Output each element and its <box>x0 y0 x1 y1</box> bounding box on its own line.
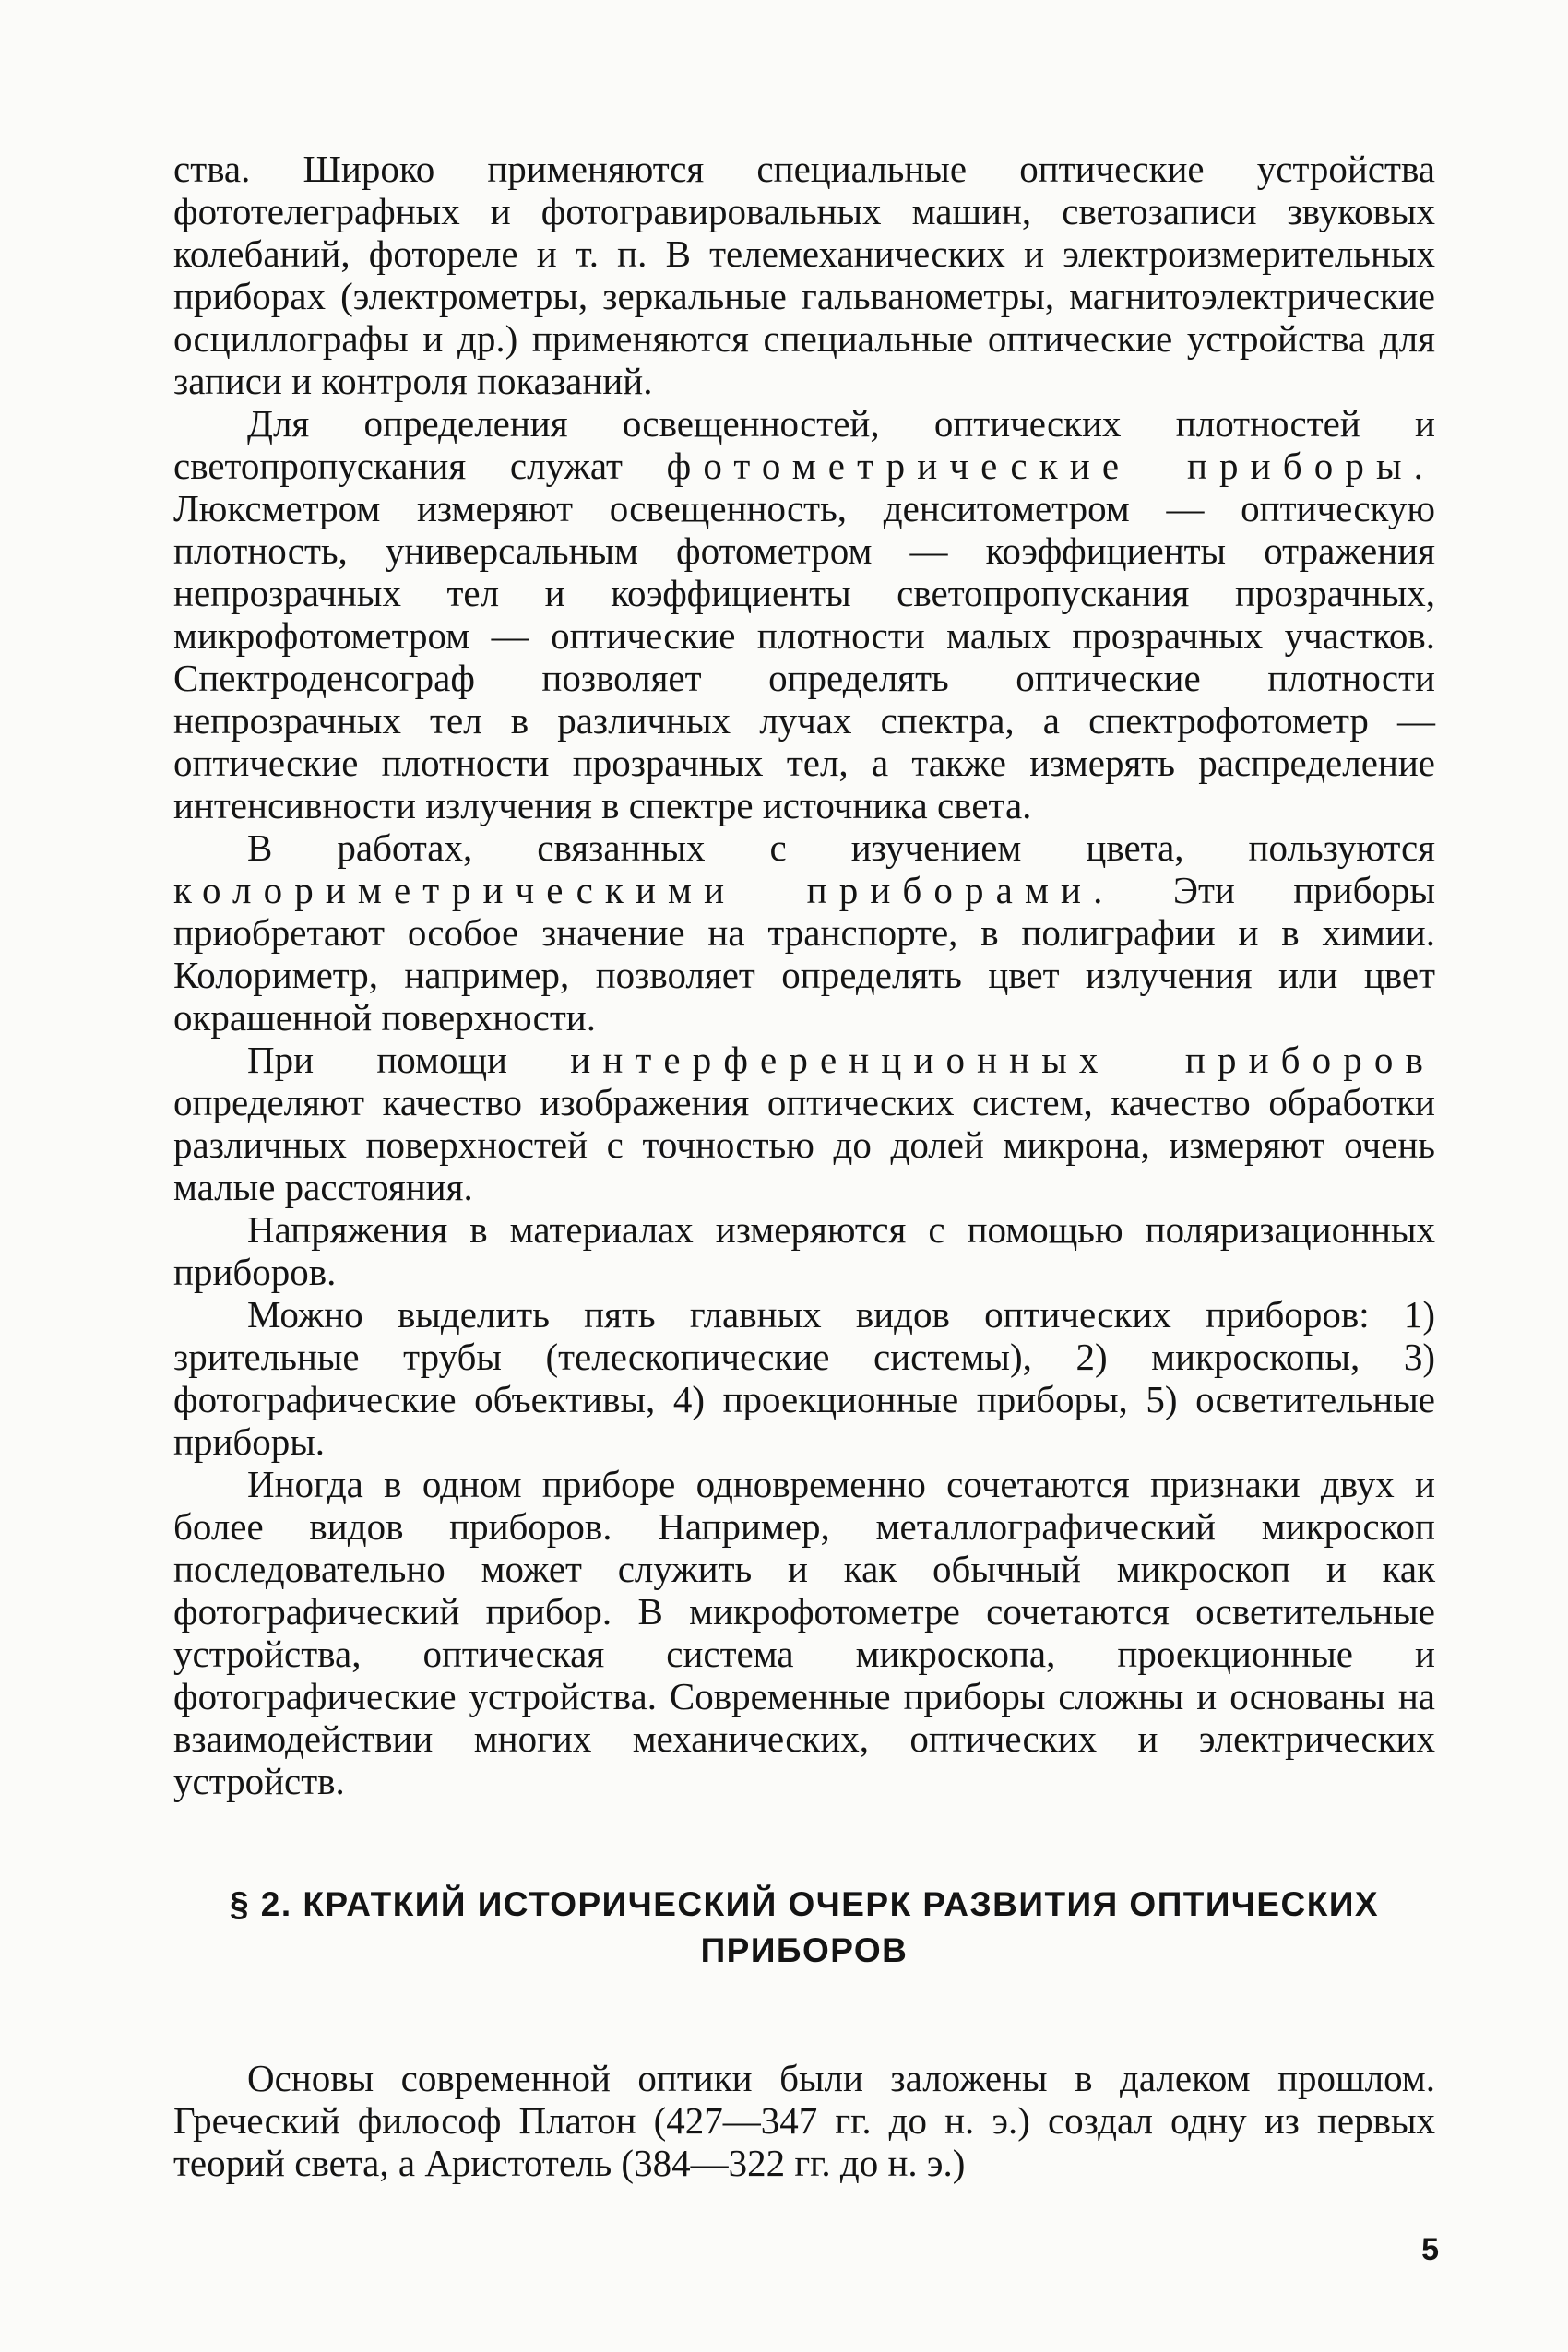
paragraph-text: Иногда в одном приборе одновременно сочетаются признаки двух и более видов приборов. Например, металлографический микроскоп последовательно может служить и как обычный микроскоп и как фотографический прибор. В микрофотометре сочетаются осветительные устройства, оптическая система микроскопа, проекционные и фотографические устройства. Современные приборы сложны и основаны на взаимодействии многих механических, оптических и электрических устройств. <box>173 1463 1435 1802</box>
emphasis-term: интерференционных приборов <box>570 1039 1435 1081</box>
paragraph-polarization-devices <box>173 1208 1435 1293</box>
section-heading <box>173 1882 1435 1974</box>
paragraph-history-intro <box>173 2057 1435 2184</box>
paragraph-text: В работах, связанных с изучением цвета, пользуются <box>247 826 1435 869</box>
emphasis-term: фотометрические приборы. <box>666 445 1435 487</box>
section-heading-line-1: § 2. КРАТКИЙ ИСТОРИЧЕСКИЙ ОЧЕРК РАЗВИТИЯ ОПТИЧЕСКИХ <box>229 1885 1380 1923</box>
body-text <box>173 148 1435 1802</box>
paragraph-colorimetric-devices <box>173 826 1435 1039</box>
paragraph-text: Для определения освещенностей, оптических плотностей и светопропускания служат <box>173 402 1435 487</box>
paragraph-text: ства. Широко применяются специальные оптические устройства фототелеграфных и фотогравировальных машин, светозаписи звуковых колебаний, фотореле и т. п. В телемеханических и электроизмерительных приборах (электрометры, зеркальные гальванометры, магнитоэлектрические осциллографы и др.) применяются специальные оптические устройства для записи и контроля показаний. <box>173 148 1435 402</box>
emphasis-term: колориметрическими приборами. <box>173 869 1115 911</box>
page-number: 5 <box>1421 2232 1439 2267</box>
paragraph-interference-devices <box>173 1039 1435 1208</box>
paragraph-text: Люксметром измеряют освещенность, денситометром — оптическую плотность, универсальным фотометром — коэффициенты отражения непрозрачных тел и коэффициенты светопропускания прозрачных, микрофотометром — оптические плотности малых прозрачных участков. Спектроденсограф позволяет определять оптические плотности непрозрачных тел в различных лучах спектра, а спектрофотометр — оптические плотности прозрачных тел, а также измерять распределение интенсивности излучения в спектре источника света. <box>173 487 1435 826</box>
section-body-text <box>173 2057 1435 2184</box>
paragraph-text: Напряжения в материалах измеряются с помощью поляризационных приборов. <box>173 1208 1435 1293</box>
section-heading-line-2: ПРИБОРОВ <box>700 1931 909 1969</box>
paragraph-text: Можно выделить пять главных видов оптических приборов: 1) зрительные трубы (телескопические системы), 2) микроскопы, 3) фотографические объективы, 4) проекционные приборы, 5) осветительные приборы. <box>173 1293 1435 1463</box>
paragraph-text: Основы современной оптики были заложены в далеком прошлом. Греческий философ Платон (427—347 гг. до н. э.) создал одну из первых теорий света, а Аристотель (384—322 гг. до н. э.) <box>173 2057 1435 2184</box>
paragraph-combined-devices <box>173 1463 1435 1802</box>
paragraph-optical-devices-telemechanics <box>173 148 1435 402</box>
paragraph-text: При помощи <box>247 1039 571 1081</box>
paragraph-photometric-devices <box>173 402 1435 826</box>
paragraph-five-types <box>173 1293 1435 1463</box>
paragraph-text: определяют качество изображения оптических систем, качество обработки различных поверхностей с точностью до долей микрона, измеряют очень малые расстояния. <box>173 1081 1435 1208</box>
paragraph-text: Эти приборы приобретают особое значение на транспорте, в полиграфии и в химии. Колориметр, например, позволяет определять цвет излучения или цвет окрашенной поверхности. <box>173 869 1436 1039</box>
